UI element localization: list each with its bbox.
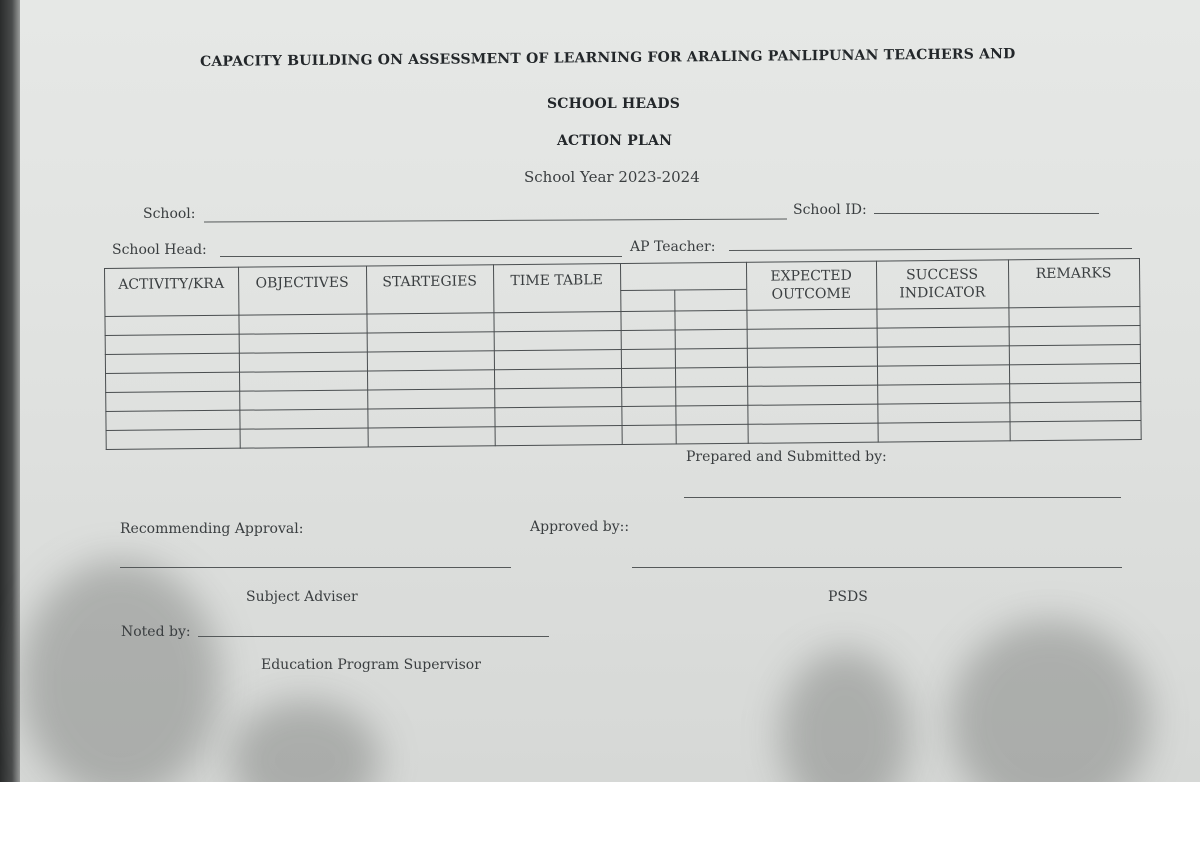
header-success-indicator-line2: INDICATOR	[899, 284, 986, 302]
school-head-label: School Head:	[112, 242, 207, 258]
recommending-signature-line	[120, 567, 511, 568]
approved-by-label: Approved by::	[530, 519, 630, 535]
header-expected-outcome-line1: EXPECTED	[770, 267, 852, 285]
header-success-indicator-line1: SUCCESS	[906, 266, 979, 284]
eps-label: Education Program Supervisor	[261, 657, 481, 673]
header-objectives: OBJECTIVES	[255, 274, 349, 292]
form-title-line1: CAPACITY BUILDING ON ASSESSMENT OF LEARNING FOR ARALING PANLIPUNAN TEACHERS AND	[200, 46, 1016, 70]
school-id-label: School ID:	[793, 202, 867, 218]
table-row-line	[106, 420, 1142, 431]
approved-signature-line	[632, 567, 1122, 568]
noted-by-label: Noted by:	[121, 624, 191, 640]
table-border-bottom	[106, 439, 1142, 450]
psds-label: PSDS	[828, 589, 868, 605]
prepared-by-signature-line	[684, 497, 1121, 498]
table-col-line	[238, 267, 241, 449]
action-plan-table	[104, 258, 1142, 450]
ap-teacher-field-line	[729, 248, 1132, 251]
noted-by-signature-line	[198, 636, 549, 637]
form-subtitle: ACTION PLAN	[557, 133, 673, 149]
school-year: School Year 2023-2024	[524, 168, 700, 186]
table-col-line	[1008, 259, 1011, 441]
table-border-left	[104, 268, 107, 450]
table-row-line	[104, 306, 1140, 317]
header-activity-kra: ACTIVITY/KRA	[118, 275, 225, 293]
header-time-table: TIME TABLE	[510, 272, 603, 290]
header-strategies: STARTEGIES	[382, 273, 478, 291]
table-subheader-line	[620, 289, 746, 291]
table-row-line	[105, 363, 1141, 374]
table-border-right	[1139, 258, 1142, 440]
ap-teacher-label: AP Teacher:	[630, 239, 716, 255]
school-head-field-line	[220, 256, 622, 257]
form-title-line2: SCHOOL HEADS	[547, 96, 681, 112]
table-row-line	[105, 325, 1141, 336]
header-remarks: REMARKS	[1035, 265, 1112, 283]
subject-adviser-label: Subject Adviser	[246, 589, 358, 605]
table-col-line	[493, 264, 496, 446]
prepared-by-label: Prepared and Submitted by:	[686, 449, 887, 465]
school-id-field-line	[874, 213, 1099, 214]
school-field-line	[204, 218, 787, 222]
header-expected-outcome-line2: OUTCOME	[771, 285, 852, 303]
table-row-line	[105, 401, 1141, 412]
school-label: School:	[143, 206, 196, 222]
recommending-approval-label: Recommending Approval:	[120, 521, 304, 537]
table-row-line	[105, 344, 1141, 355]
table-row-line	[105, 382, 1141, 393]
table-col-line	[366, 265, 369, 447]
